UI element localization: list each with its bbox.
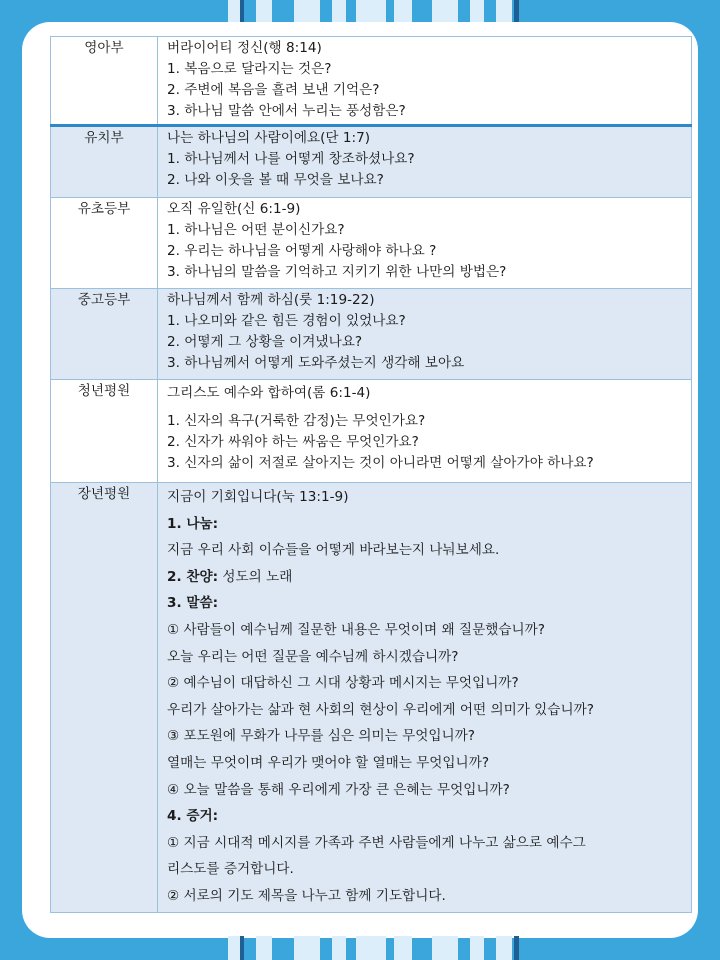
question-line: 3. 하나님 말씀 안에서 누리는 풍성함은? — [167, 103, 406, 119]
question-line: 2. 나와 이웃을 볼 때 무엇을 보나요? — [167, 172, 384, 188]
praise-heading: 2. 찬양: — [167, 568, 219, 585]
table-row — [51, 126, 692, 198]
question-line: 3. 하나님의 말씀을 기억하고 지키기 위한 나만의 방법은? — [167, 264, 507, 280]
witness-line: 리스도를 증거합니다. — [167, 861, 294, 878]
word-heading: 3. 말씀: — [167, 595, 219, 612]
word-question: ④ 오늘 말씀을 통해 우리에게 가장 큰 은혜는 무엇입니까? — [167, 781, 510, 798]
table-row — [51, 289, 692, 380]
word-question: 열매는 무엇이며 우리가 맺어야 할 열매는 무엇입니까? — [167, 754, 490, 771]
sermon-title: 나는 하나님의 사람이에요(단 1:7) — [167, 130, 371, 146]
department-name: 장년평원 — [51, 483, 158, 913]
questions-cell — [158, 380, 692, 483]
witness-line: ① 지금 시대적 메시지를 가족과 주변 사람들에게 나누고 삶으로 예수그 — [167, 834, 586, 851]
sermon-title: 그리스도 예수와 합하여(롬 6:1-4) — [167, 385, 371, 401]
department-discussion-table — [50, 36, 692, 913]
table-row — [51, 198, 692, 289]
question-line: 3. 신자의 삶이 저절로 살아지는 것이 아니라면 어떻게 살아가야 하나요? — [167, 455, 594, 471]
question-line: 1. 나오미와 같은 힘든 경험이 있었나요? — [167, 313, 406, 329]
question-line: 1. 하나님은 어떤 분이신가요? — [167, 222, 345, 238]
praise-line — [167, 564, 685, 591]
department-name: 유치부 — [51, 126, 158, 198]
department-name: 영아부 — [51, 37, 158, 126]
word-question: ② 예수님이 대답하신 그 시대 상황과 메시지는 무엇입니까? — [167, 675, 519, 692]
sermon-title: 하나님께서 함께 하심(룻 1:19-22) — [167, 292, 375, 308]
question-line: 1. 신자의 욕구(거룩한 감정)는 무엇인가요? — [167, 413, 426, 429]
question-line: 3. 하나님께서 어떻게 도와주셨는지 생각해 보아요 — [167, 355, 465, 371]
question-line: 2. 주변에 복음을 흘려 보낸 기억은? — [167, 82, 380, 98]
document-card — [22, 22, 698, 938]
table-row — [51, 380, 692, 483]
table-row — [51, 483, 692, 913]
top-decorative-stripes — [0, 0, 720, 24]
department-name: 중고등부 — [51, 289, 158, 380]
question-line: 2. 신자가 싸워야 하는 싸움은 무엇인가요? — [167, 434, 419, 450]
word-question: ③ 포도원에 무화가 나무를 심은 의미는 무엇입니까? — [167, 728, 475, 745]
question-line: 2. 우리는 하나님을 어떻게 사랑해야 하나요 ? — [167, 243, 437, 259]
questions-cell — [158, 126, 692, 198]
word-question: ① 사람들이 예수님께 질문한 내용은 무엇이며 왜 질문했습니까? — [167, 621, 545, 638]
sermon-title: 버라이어티 정신(행 8:14) — [167, 40, 322, 56]
questions-cell — [158, 37, 692, 126]
sharing-heading: 1. 나눔: — [167, 515, 219, 532]
questions-cell — [158, 198, 692, 289]
witness-heading: 4. 증거: — [167, 808, 219, 825]
sermon-title: 지금이 기회입니다(눅 13:1-9) — [167, 489, 349, 505]
sermon-title: 오직 유일한(신 6:1-9) — [167, 201, 301, 217]
word-question: 우리가 살아가는 삶과 현 사회의 현상이 우리에게 어떤 의미가 있습니까? — [167, 701, 594, 718]
question-line: 1. 하나님께서 나를 어떻게 창조하셨나요? — [167, 151, 415, 167]
department-name: 청년평원 — [51, 380, 158, 483]
table-row — [51, 37, 692, 126]
sharing-text: 지금 우리 사회 이슈들을 어떻게 바라보는지 나눠보세요. — [167, 542, 500, 559]
department-name: 유초등부 — [51, 198, 158, 289]
bottom-decorative-stripes — [0, 936, 720, 960]
praise-text: 성도의 노래 — [222, 568, 293, 585]
questions-cell — [158, 483, 692, 913]
questions-cell — [158, 289, 692, 380]
question-line: 1. 복음으로 달라지는 것은? — [167, 61, 332, 77]
question-line: 2. 어떻게 그 상황을 이겨냈나요? — [167, 334, 363, 350]
word-question: 오늘 우리는 어떤 질문을 예수님께 하시겠습니까? — [167, 648, 459, 665]
witness-line: ② 서로의 기도 제목을 나누고 함께 기도합니다. — [167, 887, 446, 904]
